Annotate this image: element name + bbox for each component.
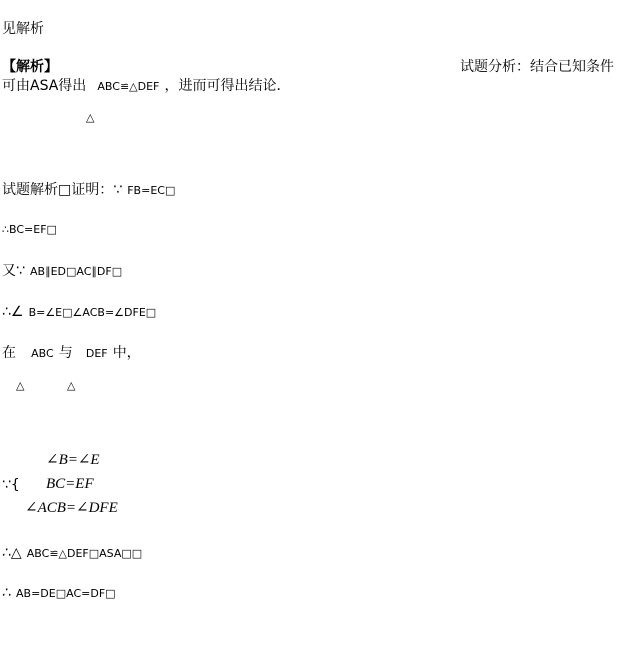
analysis-expr: ABC≌△DEF	[97, 80, 160, 93]
step-parallel-expr: AB∥ED□AC∥DF□	[30, 265, 123, 278]
proof-intro-lead: 试题解析□证明：∵	[2, 182, 123, 198]
triangle-symbol-1: △	[16, 379, 25, 392]
analysis-tag: 【解析】	[2, 59, 58, 75]
proof-intro	[2, 181, 175, 197]
step-angles-lead: ∴∠	[2, 304, 24, 320]
step-angles	[2, 303, 156, 319]
proof-intro-expr: FB=EC□	[127, 184, 176, 197]
analysis-lead: 可由ASA得出	[2, 78, 87, 94]
conclusion-congruent-lead: ∴△	[2, 545, 22, 561]
triangle-def-label: DEF	[85, 347, 108, 360]
step-angles-expr: B=∠E□∠ACB=∠DFE□	[28, 306, 157, 319]
conclusion-sides-expr: AB=DE□AC=DF□	[16, 587, 116, 600]
word-in: 在	[2, 345, 16, 361]
system-row-bc-ef: BC=EF	[46, 476, 94, 492]
triangle-abc-label: ABC	[31, 347, 54, 360]
step-parallel	[2, 262, 122, 278]
step-in	[2, 344, 141, 360]
triangle-symbol-2: △	[67, 379, 76, 392]
word-mid: 中，	[112, 345, 141, 361]
system-row-angle-acb-dfe: ∠ACB=∠DFE	[25, 500, 118, 516]
system-row-angle-b-e: ∠B=∠E	[46, 452, 100, 468]
step-bc-ef: ∴BC=EF□	[2, 223, 57, 236]
triangle-symbol: △	[86, 111, 95, 124]
analysis-tail: ，进而可得出结论．	[164, 78, 291, 94]
step-parallel-lead: 又∵	[2, 263, 25, 279]
conclusion-congruent	[2, 544, 142, 560]
system-because: ∵{	[2, 477, 20, 493]
conclusion-congruent-expr: ABC≌△DEF□ASA□□	[26, 547, 143, 560]
analysis-summary: 试题分析：结合已知条件	[460, 59, 614, 75]
conclusion-sides-lead: ∴	[2, 585, 11, 601]
word-and: 与	[58, 345, 73, 361]
analysis-line	[2, 77, 290, 93]
conclusion-sides	[2, 584, 116, 600]
answer-label: 见解析	[2, 21, 44, 37]
